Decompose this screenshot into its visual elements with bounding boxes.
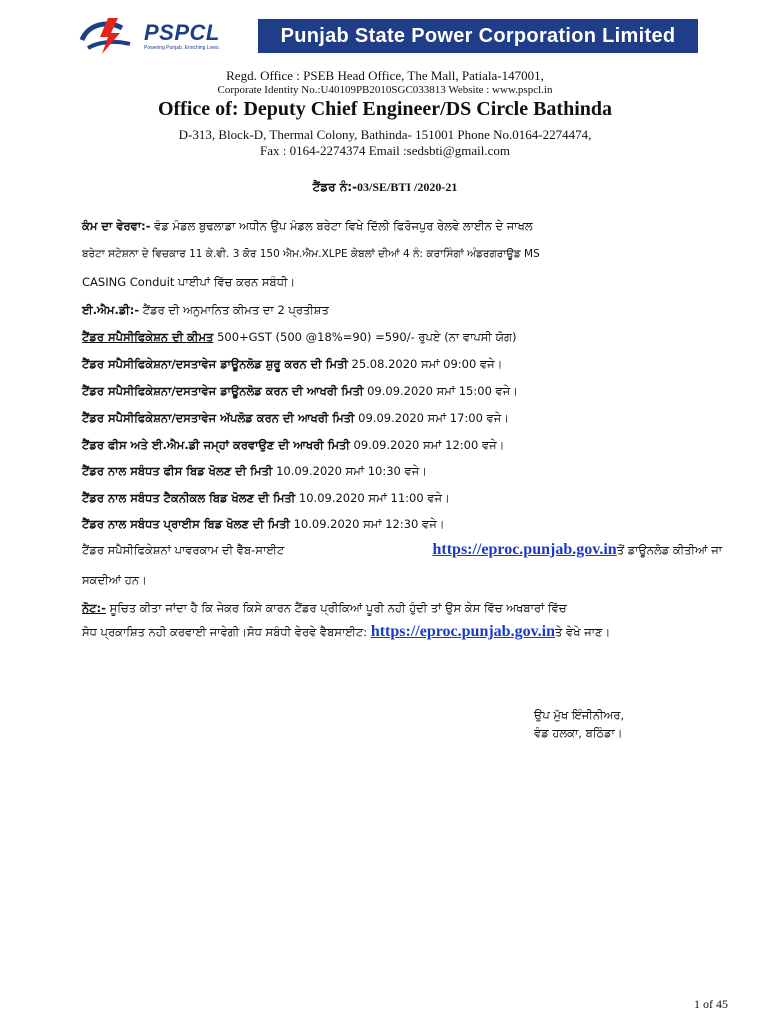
schedule-label: ਟੈਂਡਰ ਸਪੈਸੀਫਿਕੇਸ਼ਨਾ/ਦਸਤਾਵੇਜ ਡਾਊਨਲੋਡ ਕਰਨ ਦੀ ਆਖਰੀ ਮਿਤੀ — [82, 384, 364, 398]
schedule-label: ਟੈਂਡਰ ਸਪੈਸੀਫਿਕੇਸ਼ਨਾ/ਦਸਤਾਵੇਜ ਅੱਪਲੋਡ ਕਰਨ ਦੀ ਆਖਰੀ ਮਿਤੀ — [82, 411, 355, 425]
note-text-line-1: ਸੂਚਿਤ ਕੀਤਾ ਜਾਂਦਾ ਹੈ ਕਿ ਜੇਕਰ ਕਿਸੇ ਕਾਰਨ ਟੈਂਡਰ ਪ੍ਰੀਕਿਆਂ ਪੂਰੀ ਨਹੀ ਹੁੰਦੀ ਤਾਂ ਉਸ ਕੇਸ ਵਿੱਚ ਅਖਬਾਰਾਂ ਵਿੱਚ — [109, 601, 567, 615]
regd-office: Regd. Office : PSEB Head Office, The Mall, Patiala-147001, — [226, 68, 544, 83]
download-text-before: ਟੈਂਡਰ ਸਪੈਸੀਫਿਕੇਸ਼ਨਾਂ ਪਾਵਰਕਾਮ ਦੀ ਵੈੱਬ-ਸਾਈਟ — [82, 543, 285, 557]
schedule-value: 25.08.2020 ਸਮਾਂ 09:00 ਵਜੇ। — [351, 357, 503, 371]
download-text-after: ਤੋਂ ਡਾਊਨਲੋਡ ਕੀਤੀਆਂ ਜਾ — [616, 543, 722, 557]
note-text-after: ਤੇ ਵੇਖੇ ਜਾਣ। — [555, 625, 611, 639]
schedule-label: ਟੈਂਡਰ ਨਾਲ ਸਬੰਧਤ ਟੈਕਨੀਕਲ ਬਿਡ ਖੋਲਣ ਦੀ ਮਿਤੀ — [82, 491, 296, 505]
download-text-line-2: ਸਕਦੀਆਂ ਹਨ। — [82, 573, 147, 587]
page-number: 1 of 45 — [694, 997, 728, 1011]
schedule-value: 10.09.2020 ਸਮਾਂ 10:30 ਵਜੇ। — [276, 464, 427, 478]
work-label: ਕੰਮ ਦਾ ਵੇਰਵਾ:- — [82, 219, 151, 233]
note-line-2 — [82, 624, 722, 640]
schedule-label: ਟੈਂਡਰ ਨਾਲ ਸਬੰਧਤ ਪ੍ਰਾਈਸ ਬਿਡ ਖੋਲਣ ਦੀ ਮਿਤੀ — [82, 517, 290, 531]
emd-line — [82, 302, 722, 318]
signature-circle: ਵੰਡ ਹਲਕਾ, ਬਠਿੰਡਾ। — [534, 726, 623, 740]
download-line-2 — [82, 572, 722, 588]
lightning-bolt-icon — [78, 16, 140, 56]
work-description-line-2 — [82, 246, 722, 262]
schedule-label: ਟੈਂਡਰ ਨਾਲ ਸਬੰਧਤ ਫੀਸ ਬਿਡ ਖੋਲਣ ਦੀ ਮਿਤੀ — [82, 464, 273, 478]
emd-label: ਈ.ਐਮ.ਡੀ:- — [82, 303, 140, 317]
schedule-value: 09.09.2020 ਸਮਾਂ 12:00 ਵਜੇ। — [353, 438, 505, 452]
work-line-1: ਵੰਡ ਮੰਡਲ ਬੁਢਲਾਡਾ ਅਧੀਨ ਉਪ ਮੰਡਲ ਬਰੇਟਾ ਵਿਖੇ ਦਿੱਲੀ ਫਿਰੋਜਪੁਰ ਰੇਲਵੇ ਲਾਈਨ ਦੇ ਜਾਖਲ — [154, 219, 533, 233]
schedule-label: ਟੈਂਡਰ ਫੀਸ ਅਤੇ ਈ.ਐਮ.ਡੀ ਜਮ੍ਹਾਂ ਕਰਵਾਉਣ ਦੀ ਆਖਰੀ ਮਿਤੀ — [82, 438, 350, 452]
company-banner: Punjab State Power Corporation Limited — [258, 19, 698, 53]
schedule-value: 09.09.2020 ਸਮਾਂ 15:00 ਵਜੇ। — [367, 384, 519, 398]
spec-cost-value: 500+GST (500 @18%=90) =590/- ਰੁਪਏ (ਨਾ ਵਾਪਸੀ ਯੋਗ) — [217, 330, 517, 344]
tender-number-label: ਟੈਂਡਰ ਨੰ:- — [312, 180, 358, 194]
signature-designation: ਉਪ ਮੁੱਖ ਇੰਜੀਨੀਅਰ, — [534, 708, 625, 722]
schedule-label: ਟੈਂਡਰ ਸਪੈਸੀਫਿਕੇਸ਼ਨਾ/ਦਸਤਾਵੇਜ ਡਾਊਨਲੋਡ ਸ਼ੁਰੂ ਕਰਨ ਦੀ ਮਿਤੀ — [82, 357, 348, 371]
corporate-identity: Corporate Identity No.:U40109PB2010SGC033813 Website : www.pspcl.in — [217, 84, 553, 96]
note-line-1 — [82, 600, 722, 616]
note-text-line-2: ਸੋਧ ਪ੍ਰਕਾਸ਼ਿਤ ਨਹੀ ਕਰਵਾਈ ਜਾਵੇਗੀ।ਸੋਧ ਸਬੰਧੀ ਵੇਰਵੇ ਵੈਬਸਾਈਟ: — [82, 625, 368, 639]
note-label: ਨੋਟ:- — [82, 601, 106, 615]
download-line — [82, 542, 722, 558]
eproc-link-note[interactable]: https://eproc.punjab.gov.in — [370, 623, 556, 640]
schedule-value: 09.09.2020 ਸਮਾਂ 17:00 ਵਜੇ। — [358, 411, 510, 425]
schedule-item — [82, 463, 722, 479]
schedule-item — [82, 516, 722, 532]
work-description-line-1 — [82, 218, 722, 234]
tender-number — [0, 180, 770, 195]
logo-tagline: Powering Punjab. Enriching Lives. — [144, 44, 220, 51]
work-line-2: ਬਰੇਟਾ ਸਟੇਸ਼ਨਾ ਦੇ ਵਿਚਕਾਰ 11 ਕੇ.ਵੀ. 3 ਕੋਰ 150 ਐਮ.ਐਮ.XLPE ਕੇਬਲਾਂ ਦੀਆਂ 4 ਨੰ: ਕਰਾਸਿੰਗਾਂ ਅੰਡਰਗਰਾਊਡ MS — [82, 248, 540, 260]
schedule-value: 10.09.2020 ਸਮਾਂ 11:00 ਵਜੇ। — [298, 491, 450, 505]
work-description-line-3 — [82, 274, 722, 290]
schedule-item — [82, 383, 722, 399]
address-line-2: Fax : 0164-2274374 Email :sedsbti@gmail.com — [260, 143, 510, 158]
spec-cost-line — [82, 329, 722, 345]
tender-number-value: 03/SE/BTI /2020-21 — [357, 180, 458, 194]
work-line-3: CASING Conduit ਪਾਈਪਾਂ ਵਿੱਚ ਕਰਨ ਸਬੰਧੀ। — [82, 275, 296, 289]
office-title: Office of: Deputy Chief Engineer/DS Circle Bathinda — [157, 98, 613, 120]
emd-value: ਟੈਂਡਰ ਦੀ ਅਨੁਮਾਨਿਤ ਕੀਮਤ ਦਾ 2 ਪ੍ਰਤੀਸ਼ਤ — [142, 303, 329, 317]
eproc-link[interactable]: https://eproc.punjab.gov.in — [432, 541, 617, 558]
address-line-1: D-313, Block-D, Thermal Colony, Bathinda- 151001 Phone No.0164-2274474, — [178, 127, 592, 142]
letterhead — [78, 14, 698, 58]
schedule-item — [82, 490, 722, 506]
schedule-item — [82, 356, 722, 372]
schedule-item — [82, 410, 722, 426]
logo-name: PSPCL — [144, 19, 220, 45]
schedule-item — [82, 437, 722, 453]
spec-cost-label: ਟੈਂਡਰ ਸਪੈਸੀਫਿਕੇਸ਼ਨ ਦੀ ਕੀਮਤ — [82, 330, 214, 344]
schedule-value: 10.09.2020 ਸਮਾਂ 12:30 ਵਜੇ। — [293, 517, 445, 531]
pspcl-logo — [78, 14, 258, 58]
